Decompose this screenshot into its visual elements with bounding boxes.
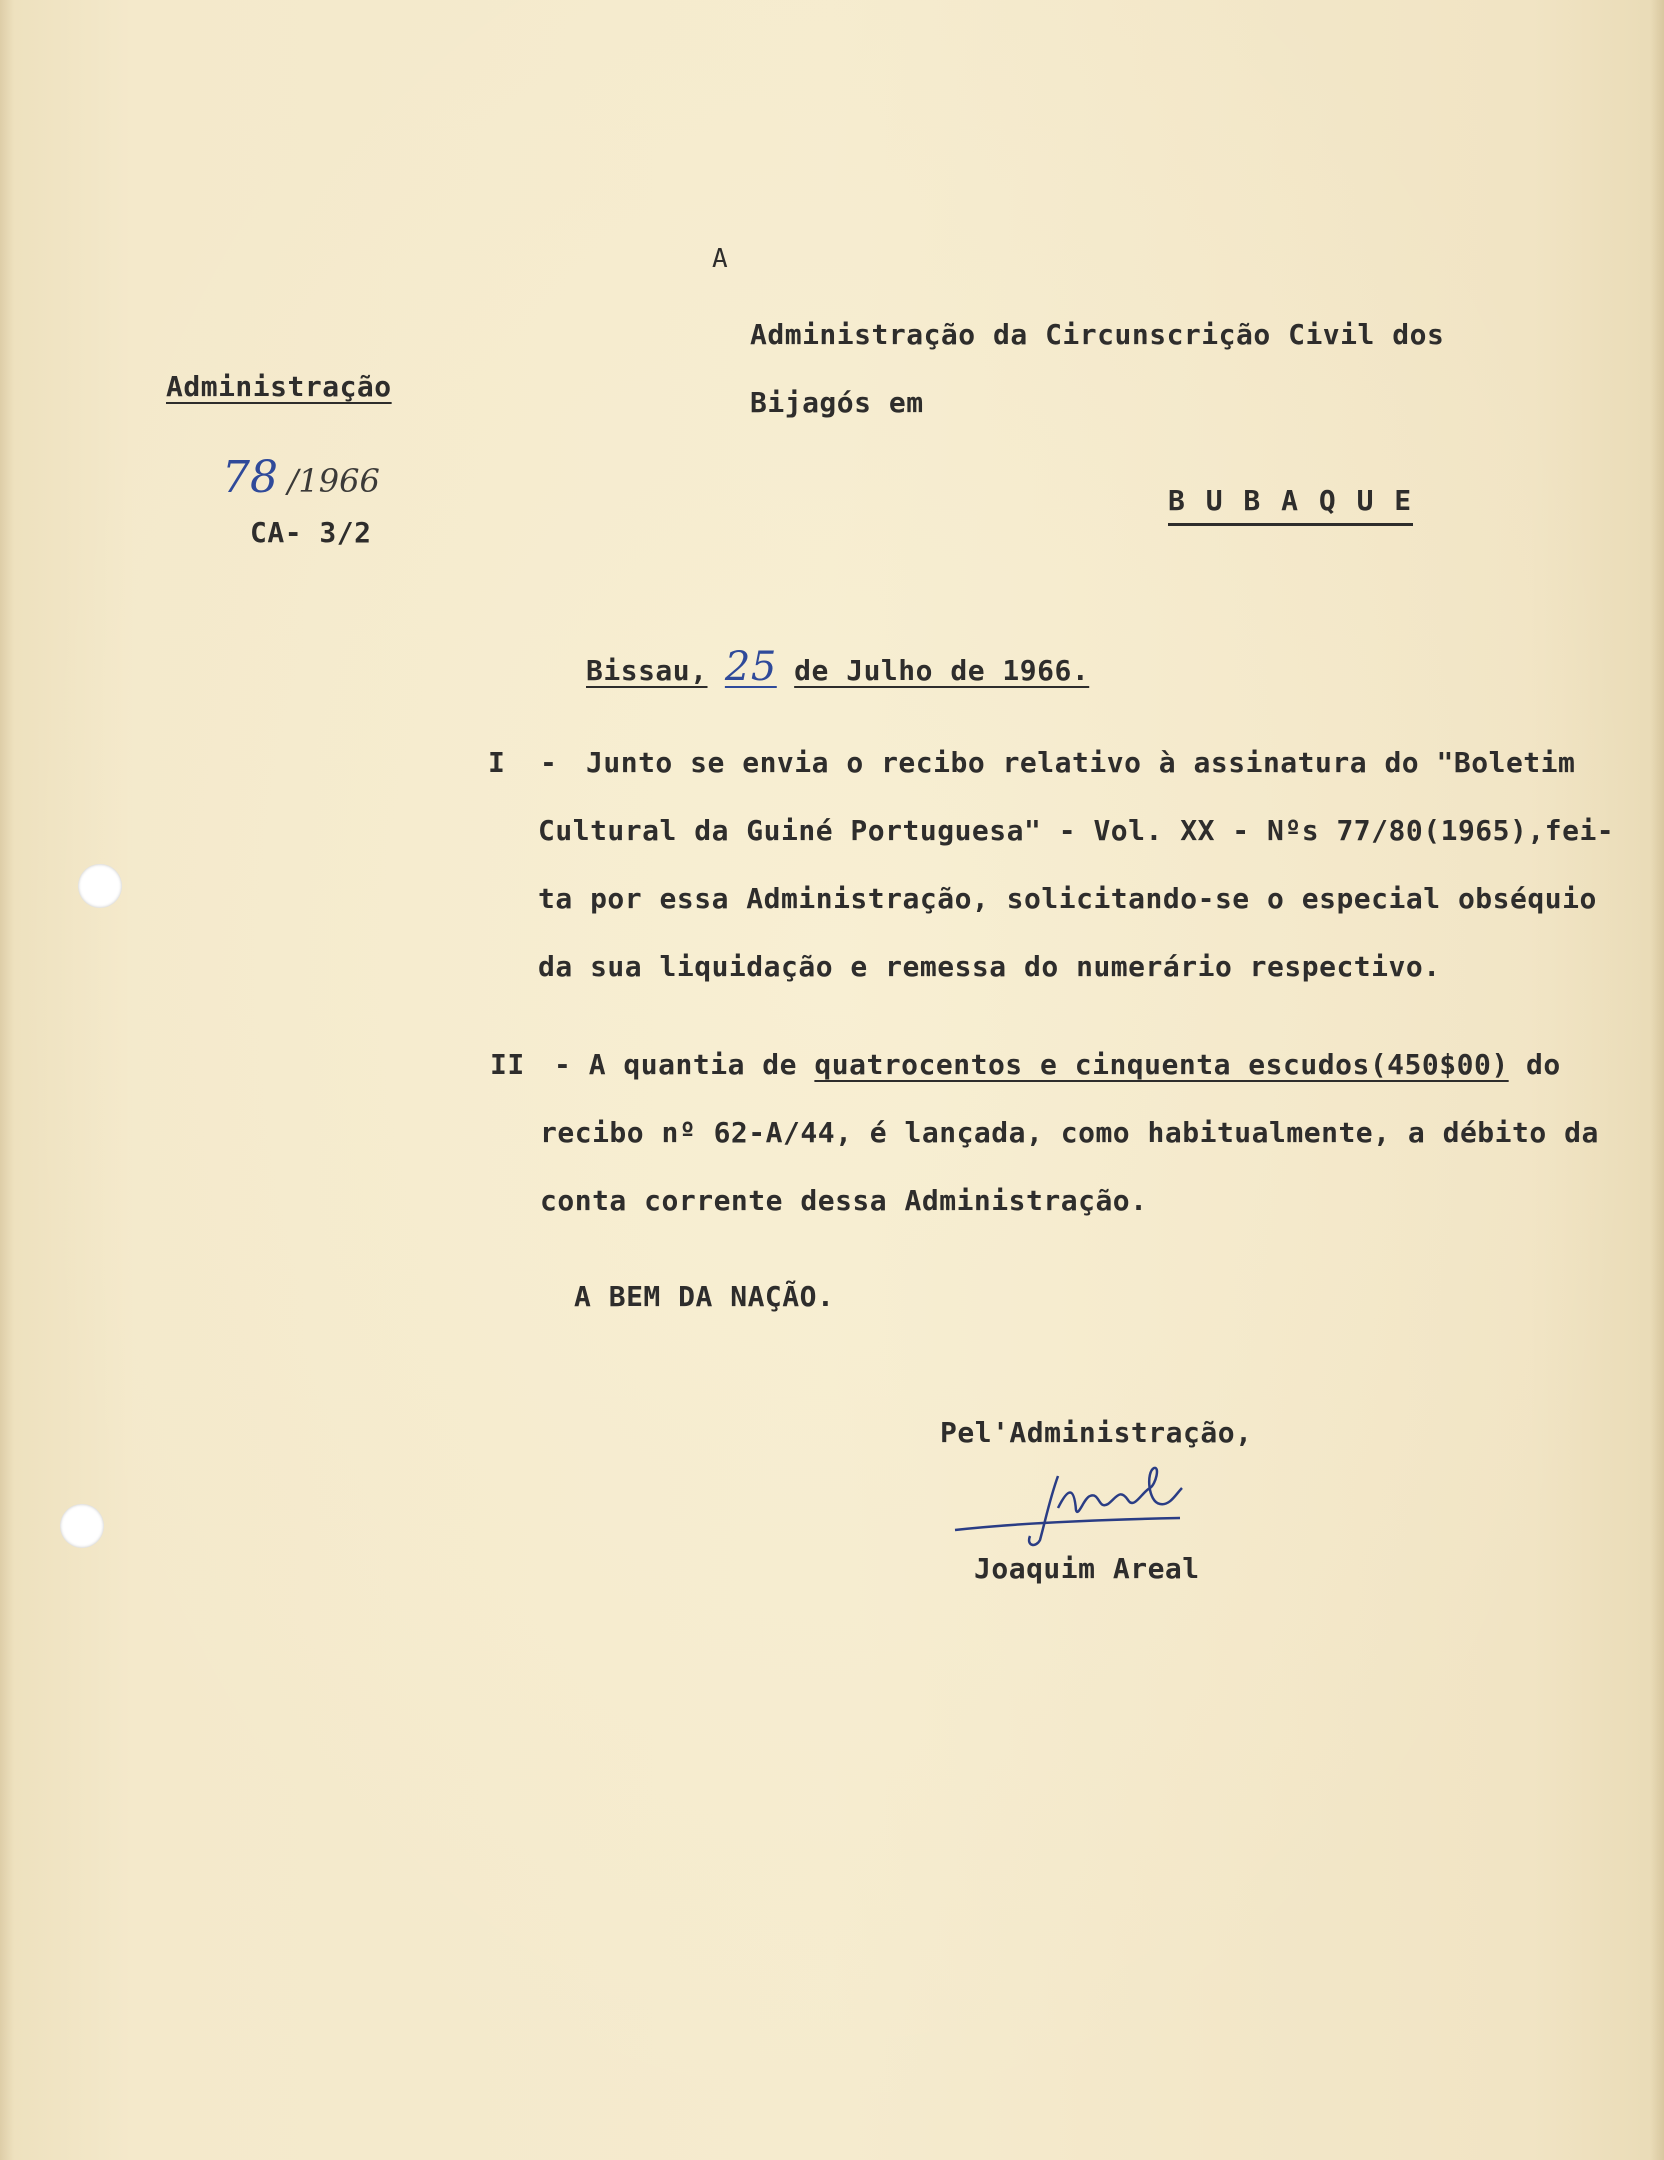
item-2-line-1-suffix: do	[1526, 1048, 1561, 1081]
date-line	[586, 644, 1089, 690]
item-1-line-4: da sua liquidação e remessa do numerário respectivo.	[538, 950, 1441, 983]
item-2-line-2: recibo nº 62-A/44, é lançada, como habitualmente, a débito da	[540, 1116, 1599, 1149]
item-2-line-3: conta corrente dessa Administração.	[540, 1184, 1148, 1217]
item-1-line-2: Cultural da Guiné Portuguesa" - Vol. XX - Nºs 77/80(1965),fei-	[538, 814, 1615, 847]
right-edge-shading	[1650, 0, 1664, 2160]
recipient-line-2: Bijagós em	[750, 386, 924, 419]
date-day-handwritten: 25	[724, 644, 777, 690]
closing-formula: A BEM DA NAÇÃO.	[574, 1280, 835, 1313]
item-2-amount: quatrocentos e cinquenta escudos(450$00)	[814, 1048, 1509, 1081]
item-2-line-1-prefix: - A quantia de	[554, 1048, 798, 1081]
item-2-line-1	[554, 1048, 1561, 1081]
recipient-city: B U B A Q U E	[1168, 484, 1413, 526]
date-prefix: Bissau,	[586, 654, 708, 687]
date-rest: de Julho de 1966.	[794, 654, 1090, 687]
signature	[950, 1458, 1230, 1558]
left-edge-shading	[0, 0, 14, 2160]
reference-code: CA- 3/2	[250, 516, 372, 549]
item-2-label: II	[490, 1048, 525, 1081]
item-1-dash: -	[540, 746, 558, 779]
signer-name: Joaquim Areal	[974, 1552, 1200, 1585]
punch-hole-top	[78, 864, 122, 908]
reference-year: /1966	[287, 462, 380, 500]
recipient-line-1: Administração da Circunscrição Civil dos	[750, 318, 1445, 351]
item-1-line-1: Junto se envia o recibo relativo à assinatura do "Boletim	[586, 746, 1576, 779]
reference-handwritten-number: 78	[222, 452, 278, 503]
item-1-label: I	[488, 746, 506, 779]
item-1-line-3: ta por essa Administração, solicitando-se o especial obséquio	[538, 882, 1597, 915]
signoff: Pel'Administração,	[940, 1416, 1253, 1449]
punch-hole-bottom	[60, 1504, 104, 1548]
accent-mark: A	[712, 244, 729, 274]
reference-number	[222, 452, 380, 503]
sender-label: Administração	[166, 370, 392, 403]
